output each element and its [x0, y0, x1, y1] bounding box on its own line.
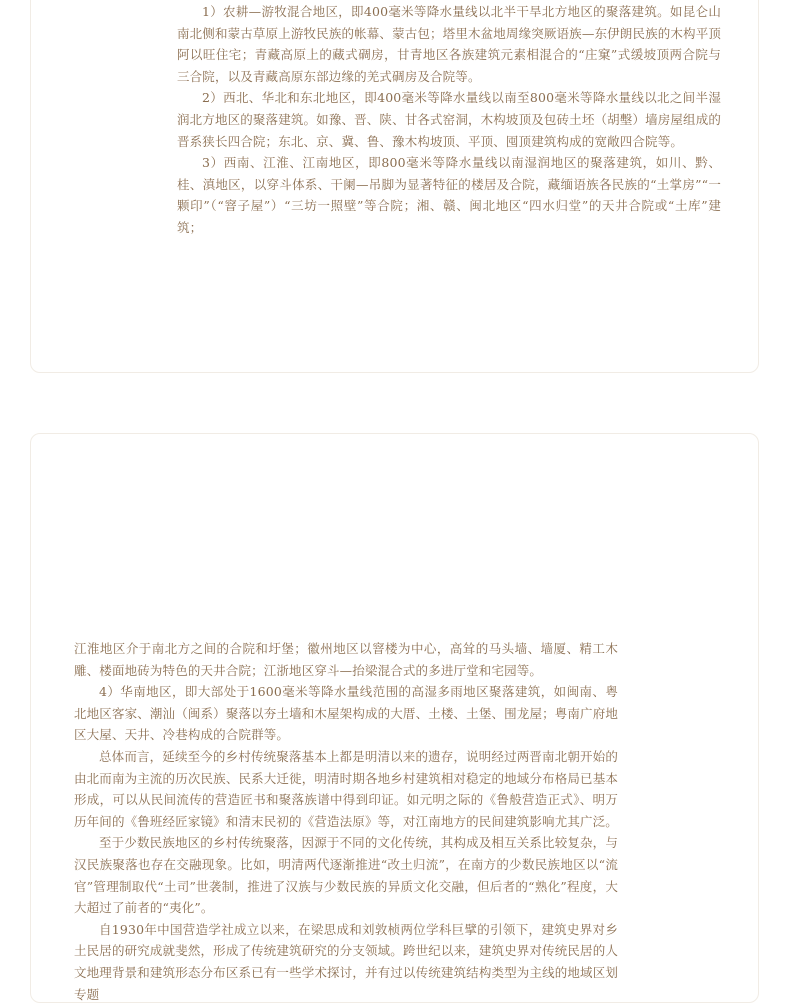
- paragraph-2: 2）西北、华北和东北地区，即400毫米等降水量线以南至800毫米等降水量线以北之间半湿润北方地区的聚落建筑。如豫、晋、陕、甘各式窑洞，木构坡顶及包砖土坯（胡墼）墙房屋组成的晋系狭长四合院；东北、京、冀、鲁、豫木构坡顶、平顶、囤顶建筑构成的宽敞四合院等。: [177, 90, 721, 149]
- paragraph-history: 自1930年中国营造学社成立以来，在梁思成和刘敦桢两位学科巨擘的引领下，建筑史界对乡土民居的研究成就斐然，形成了传统建筑研究的分支领域。跨世纪以来，建筑史界对传统民居的人文地理背景和建筑形态分布区系已有一些学术探讨，并有过以传统建筑结构类型为主线的地域区划专题: [74, 921, 618, 1002]
- paragraph-summary: 总体而言，延续至今的乡村传统聚落基本上都是明清以来的遗存，说明经过两晋南北朝开始的由北而南为主流的历次民族、民系大迁徙，明清时期各地乡村建筑相对稳定的地域分布格局已基本形成，可以从民间流传的营造匠书和聚落族谱中得到印证。如元明之际的《鲁般营造正式》、明万历年间的《鲁班经匠家镜》和清末民初的《营造法原》等，对江南地方的民间建筑影响尤其广泛。: [74, 748, 618, 829]
- page-bottom: [30, 433, 759, 1003]
- paragraph-continuation: 江淮地区介于南北方之间的合院和圩堡；徽州地区以窨楼为中心，高耸的马头墙、墙厦、精工木雕、楼面地砖为特色的天井合院；江浙地区穿斗—抬梁混合式的多进厅堂和宅园等。: [74, 641, 618, 678]
- paragraph-1: 1）农耕—游牧混合地区，即400毫米等降水量线以北半干旱北方地区的聚落建筑。如昆仑山南北侧和蒙古草原上游牧民族的帐幕、蒙古包；塔里木盆地周缘突厥语族—东伊朗民族的木构平顶阿以旺住宅；青藏高原上的藏式碉房，甘青地区各族建筑元素相混合的“庄窠”式缓坡顶两合院与三合院，以及青藏高原东部边缘的羌式碉房及合院等。: [177, 4, 721, 84]
- page-top: [30, 0, 759, 373]
- paragraph-4: 4）华南地区，即大部处于1600毫米等降水量线范围的高湿多雨地区聚落建筑，如闽南、粤北地区客家、潮汕（闽系）聚落以夯土墙和木屋架构成的大厝、土楼、土堡、围龙屋；粤南广府地区大屋、天井、冷巷构成的合院群等。: [74, 684, 618, 743]
- paragraph-3: 3）西南、江淮、江南地区，即800毫米等降水量线以南湿润地区的聚落建筑，如川、黔、桂、滇地区，以穿斗体系、干阑—吊脚为显著特征的楼居及合院，藏缅语族各民族的“土掌房”“一颗印”（“窨子屋”）“三坊一照壁”等合院；湘、赣、闽北地区“四水归堂”的天井合院或“土库”建筑；: [177, 155, 721, 235]
- paragraph-minority: 至于少数民族地区的乡村传统聚落，因源于不同的文化传统，其构成及相互关系比较复杂，与汉民族聚落也存在交融现象。比如，明清两代逐渐推进“改土归流”，在南方的少数民族地区以“流官”管理制取代“土司”世袭制，推进了汉族与少数民族的异质文化交融，但后者的“熟化”程度，大大超过了前者的“夷化”。: [74, 835, 618, 916]
- top-text-column: [177, 1, 721, 239]
- bottom-text-column: [74, 638, 618, 1005]
